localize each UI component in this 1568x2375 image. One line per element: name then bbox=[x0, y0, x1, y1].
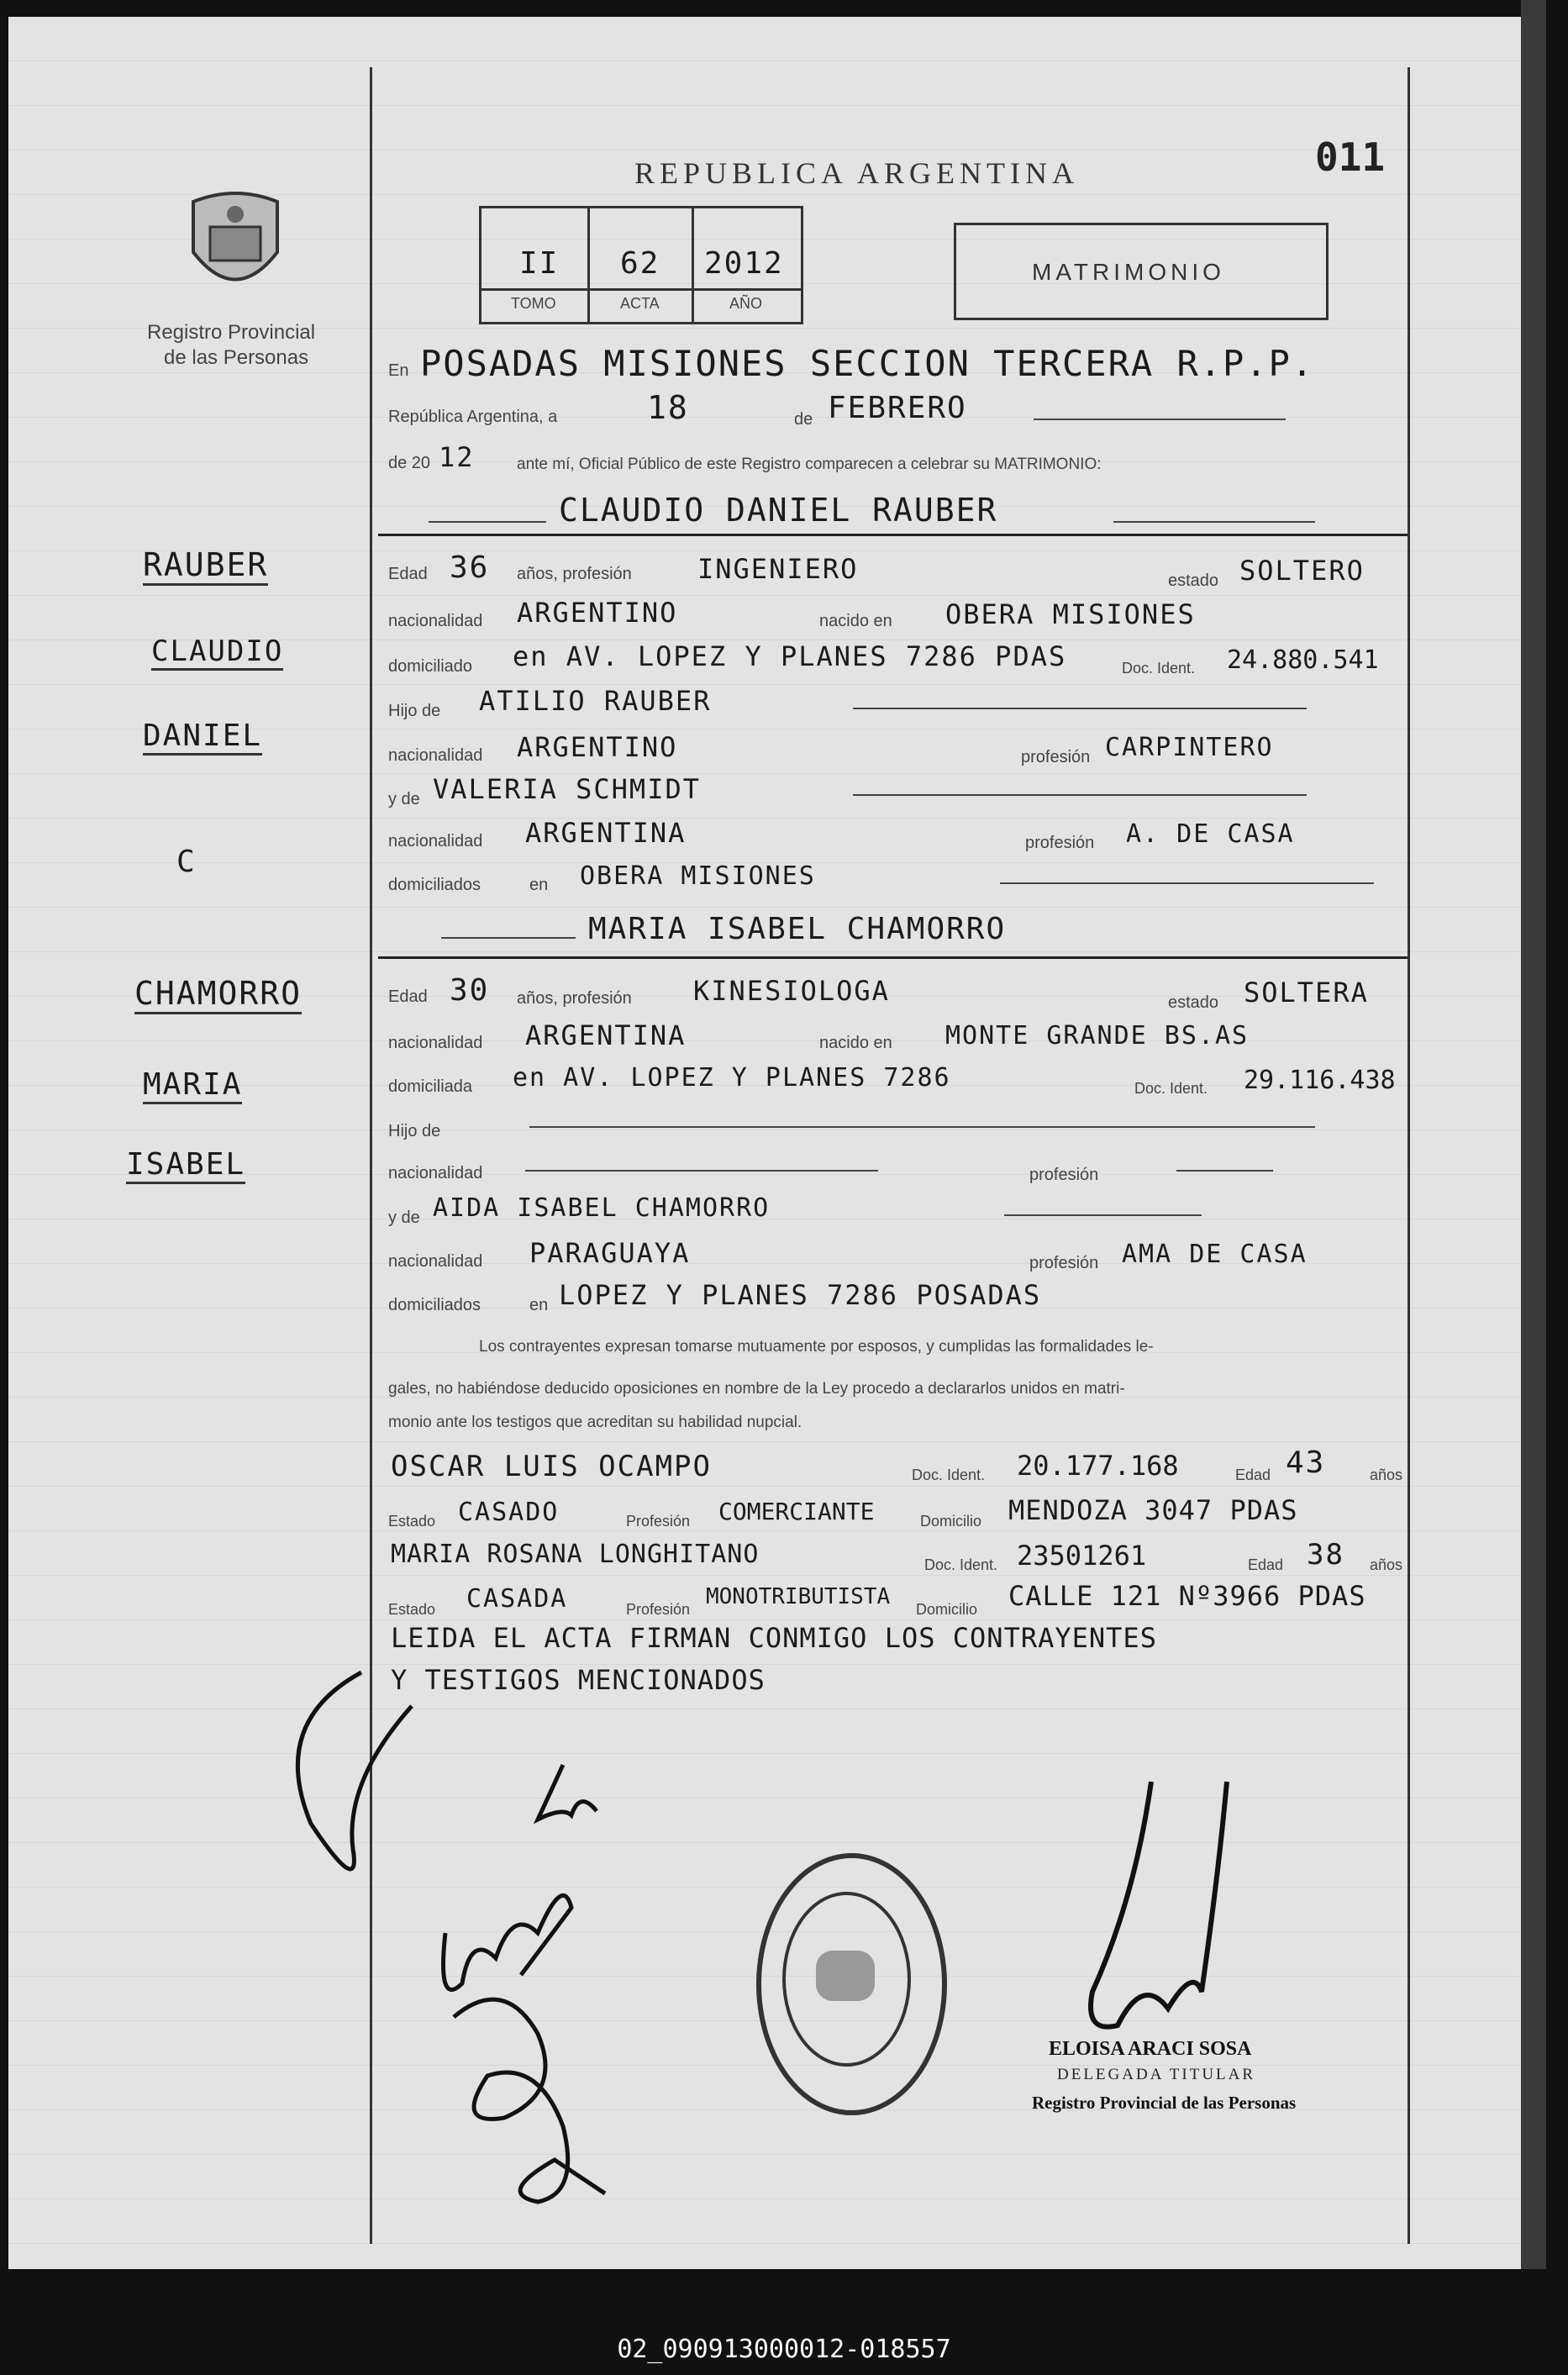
month: FEBRERO bbox=[828, 391, 967, 425]
padre-profesion: CARPINTERO bbox=[1105, 733, 1274, 762]
witness2-estado-label: Estado bbox=[388, 1601, 436, 1618]
document-page bbox=[8, 17, 1521, 2269]
witness2-profesion: MONOTRIBUTISTA bbox=[706, 1584, 891, 1609]
ano-label: AÑO bbox=[729, 295, 763, 312]
padres-dom-label: domiciliados bbox=[388, 876, 481, 894]
acta-value: 62 bbox=[620, 246, 660, 281]
witness2-prof-label: Profesión bbox=[626, 1601, 691, 1618]
official-title: DELEGADA TITULAR bbox=[1057, 2066, 1256, 2083]
right-margin-rule bbox=[1408, 67, 1410, 2244]
madre-nac-label: nacionalidad bbox=[388, 832, 483, 850]
groom-edad: 36 bbox=[450, 550, 490, 585]
witness1-profesion: COMERCIANTE bbox=[718, 1498, 875, 1525]
witness1-doc-label: Doc. Ident. bbox=[912, 1467, 986, 1483]
witness1-edad-label: Edad bbox=[1235, 1467, 1271, 1483]
padre-nacionalidad: ARGENTINO bbox=[517, 731, 678, 763]
witness1-dom: MENDOZA 3047 PDAS bbox=[1008, 1494, 1298, 1526]
page-number: 011 bbox=[1315, 134, 1386, 180]
bride-padres-dom-label: domiciliados bbox=[388, 1296, 481, 1314]
groom-doc-label: Doc. Ident. bbox=[1122, 660, 1196, 677]
bride-madre-yde-label: y de bbox=[388, 1209, 420, 1227]
registry-name-line2: de las Personas bbox=[164, 346, 309, 369]
bride-madre-nac-label: nacionalidad bbox=[388, 1252, 483, 1271]
witness1-name: OSCAR LUIS OCAMPO bbox=[391, 1450, 712, 1483]
tomo-acta-ano-box bbox=[479, 206, 803, 324]
madre-profesion: A. DE CASA bbox=[1126, 819, 1295, 849]
bride-estado: SOLTERA bbox=[1244, 977, 1369, 1008]
registry-logo-icon bbox=[181, 185, 290, 311]
bride-nacionalidad: ARGENTINA bbox=[525, 1019, 687, 1051]
bride-edad: 30 bbox=[450, 973, 490, 1008]
margin-name-maria: MARIA bbox=[143, 1067, 242, 1104]
groom-edad-label: Edad bbox=[388, 565, 428, 583]
bride-madre-profesion: AMA DE CASA bbox=[1122, 1240, 1308, 1269]
witness2-doc-label: Doc. Ident. bbox=[924, 1556, 998, 1573]
groom-estado: SOLTERO bbox=[1239, 555, 1365, 587]
year-prefix: de 20 bbox=[388, 454, 431, 472]
official-signature-icon bbox=[1067, 1773, 1252, 2051]
madre-prof-label: profesión bbox=[1025, 834, 1095, 852]
witness1-estado-label: Estado bbox=[388, 1513, 436, 1530]
margin-name-rauber: RAUBER bbox=[143, 546, 268, 586]
groom-nacido: OBERA MISIONES bbox=[945, 598, 1196, 630]
bride-domicilio: en AV. LOPEZ Y PLANES 7286 bbox=[513, 1063, 951, 1093]
margin-name-claudio: CLAUDIO bbox=[151, 635, 283, 671]
witness1-edad: 43 bbox=[1286, 1446, 1326, 1480]
en-label: En bbox=[388, 361, 409, 380]
groom-nacionalidad: ARGENTINO bbox=[517, 597, 678, 629]
year-suffix: 12 bbox=[439, 441, 475, 473]
republica-label: República Argentina, a bbox=[388, 408, 558, 426]
book-spine bbox=[1521, 0, 1546, 2269]
bride-anos-label: años, profesión bbox=[517, 989, 632, 1008]
body-text-line3: monio ante los testigos que acreditan su habilidad nupcial. bbox=[388, 1414, 802, 1431]
witness1-prof-label: Profesión bbox=[626, 1513, 691, 1530]
bride-padre-nac-label: nacionalidad bbox=[388, 1164, 483, 1182]
official-stamp bbox=[756, 1853, 947, 2115]
intro-text: ante mí, Oficial Público de este Registro comparecen a celebrar su MATRIMONIO: bbox=[517, 456, 1102, 473]
certificate-type-box bbox=[954, 223, 1329, 320]
bride-nacido-label: nacido en bbox=[819, 1034, 892, 1052]
signatures-icon bbox=[286, 1656, 723, 2244]
margin-name-daniel: DANIEL bbox=[143, 719, 262, 756]
witness2-edad: 38 bbox=[1307, 1538, 1344, 1572]
groom-estado-label: estado bbox=[1168, 571, 1219, 590]
bride-dom-label: domiciliada bbox=[388, 1077, 473, 1096]
tomo-label: TOMO bbox=[511, 295, 556, 312]
groom-padre: ATILIO RAUBER bbox=[479, 685, 712, 717]
official-org: Registro Provincial de las Personas bbox=[1032, 2093, 1297, 2113]
witness2-doc: 23501261 bbox=[1017, 1540, 1147, 1572]
groom-anos-label: años, profesión bbox=[517, 565, 632, 583]
bride-madre-prof-label: profesión bbox=[1029, 1254, 1099, 1272]
body-text-line1: Los contrayentes expresan tomarse mutuamente por esposos, y cumplidas las formalidades le- bbox=[479, 1338, 1154, 1356]
bride-hijo-label: Hijo de bbox=[388, 1122, 441, 1140]
bride-nacido: MONTE GRANDE BS.AS bbox=[945, 1021, 1250, 1051]
groom-dom-label: domiciliado bbox=[388, 657, 473, 676]
margin-name-isabel: ISABEL bbox=[126, 1147, 245, 1184]
groom-domicilio: en AV. LOPEZ Y PLANES 7286 PDAS bbox=[513, 640, 1067, 672]
groom-madre: VALERIA SCHMIDT bbox=[433, 773, 701, 805]
groom-hijo-label: Hijo de bbox=[388, 702, 441, 720]
bride-edad-label: Edad bbox=[388, 987, 428, 1006]
official-name: ELOISA ARACI SOSA bbox=[1049, 2038, 1252, 2060]
groom-name: CLAUDIO DANIEL RAUBER bbox=[559, 492, 998, 529]
acta-label: ACTA bbox=[620, 295, 660, 312]
closing-line2: Y TESTIGOS MENCIONADOS bbox=[391, 1664, 766, 1696]
witness2-name: MARIA ROSANA LONGHITANO bbox=[391, 1540, 760, 1569]
closing-line1: LEIDA EL ACTA FIRMAN CONMIGO LOS CONTRAYENTES bbox=[391, 1622, 1157, 1654]
body-text-line2: gales, no habiéndose deducido oposiciones en nombre de la Ley procedo a declararlos unidos en matri- bbox=[388, 1380, 1125, 1398]
place: POSADAS MISIONES SECCION TERCERA R.P.P. bbox=[420, 343, 1315, 384]
witness2-dom: CALLE 121 Nº3966 PDAS bbox=[1008, 1580, 1366, 1612]
bride-estado-label: estado bbox=[1168, 993, 1219, 1012]
margin-name-chamorro: CHAMORRO bbox=[134, 975, 302, 1014]
bride-padres-dom: LOPEZ Y PLANES 7286 POSADAS bbox=[559, 1279, 1042, 1311]
witness2-edad-label: Edad bbox=[1248, 1556, 1284, 1573]
groom-padres-dom: OBERA MISIONES bbox=[580, 861, 816, 891]
bride-padres-en-label: en bbox=[529, 1296, 549, 1314]
madre-yde-label: y de bbox=[388, 790, 420, 808]
day: 18 bbox=[647, 389, 689, 426]
padre-nac-label: nacionalidad bbox=[388, 746, 483, 765]
padres-en-label: en bbox=[529, 876, 549, 894]
groom-profesion: INGENIERO bbox=[697, 553, 859, 585]
bride-nac-label: nacionalidad bbox=[388, 1034, 483, 1052]
bride-profesion: KINESIOLOGA bbox=[693, 975, 890, 1007]
bride-doc: 29.116.438 bbox=[1244, 1066, 1396, 1095]
groom-doc: 24.880.541 bbox=[1227, 645, 1379, 675]
witness1-doc: 20.177.168 bbox=[1017, 1450, 1179, 1482]
margin-name-c: C bbox=[176, 845, 197, 879]
padre-prof-label: profesión bbox=[1021, 748, 1091, 766]
witness1-anos-label: años bbox=[1370, 1467, 1403, 1483]
ano-value: 2012 bbox=[704, 246, 784, 281]
witness2-anos-label: años bbox=[1370, 1556, 1403, 1573]
groom-nacido-label: nacido en bbox=[819, 612, 892, 630]
bride-padre-prof-label: profesión bbox=[1029, 1166, 1099, 1184]
certificate-type: MATRIMONIO bbox=[1032, 259, 1225, 285]
bride-madre-nacionalidad: PARAGUAYA bbox=[529, 1237, 691, 1269]
bride-name: MARIA ISABEL CHAMORRO bbox=[588, 912, 1007, 946]
bride-doc-label: Doc. Ident. bbox=[1134, 1080, 1208, 1097]
registry-name-line1: Registro Provincial bbox=[147, 321, 316, 344]
scan-code: 02_090913000012-018557 bbox=[617, 2335, 951, 2364]
witness1-dom-label: Domicilio bbox=[920, 1513, 982, 1530]
tomo-value: II bbox=[519, 246, 560, 281]
groom-nac-label: nacionalidad bbox=[388, 612, 483, 630]
de-label: de bbox=[794, 410, 813, 429]
madre-nacionalidad: ARGENTINA bbox=[525, 817, 687, 849]
country-title: REPUBLICA ARGENTINA bbox=[634, 156, 1080, 190]
bride-madre: AIDA ISABEL CHAMORRO bbox=[433, 1193, 771, 1223]
witness2-dom-label: Domicilio bbox=[916, 1601, 978, 1618]
witness1-estado: CASADO bbox=[458, 1498, 560, 1527]
witness2-estado: CASADA bbox=[466, 1584, 568, 1614]
